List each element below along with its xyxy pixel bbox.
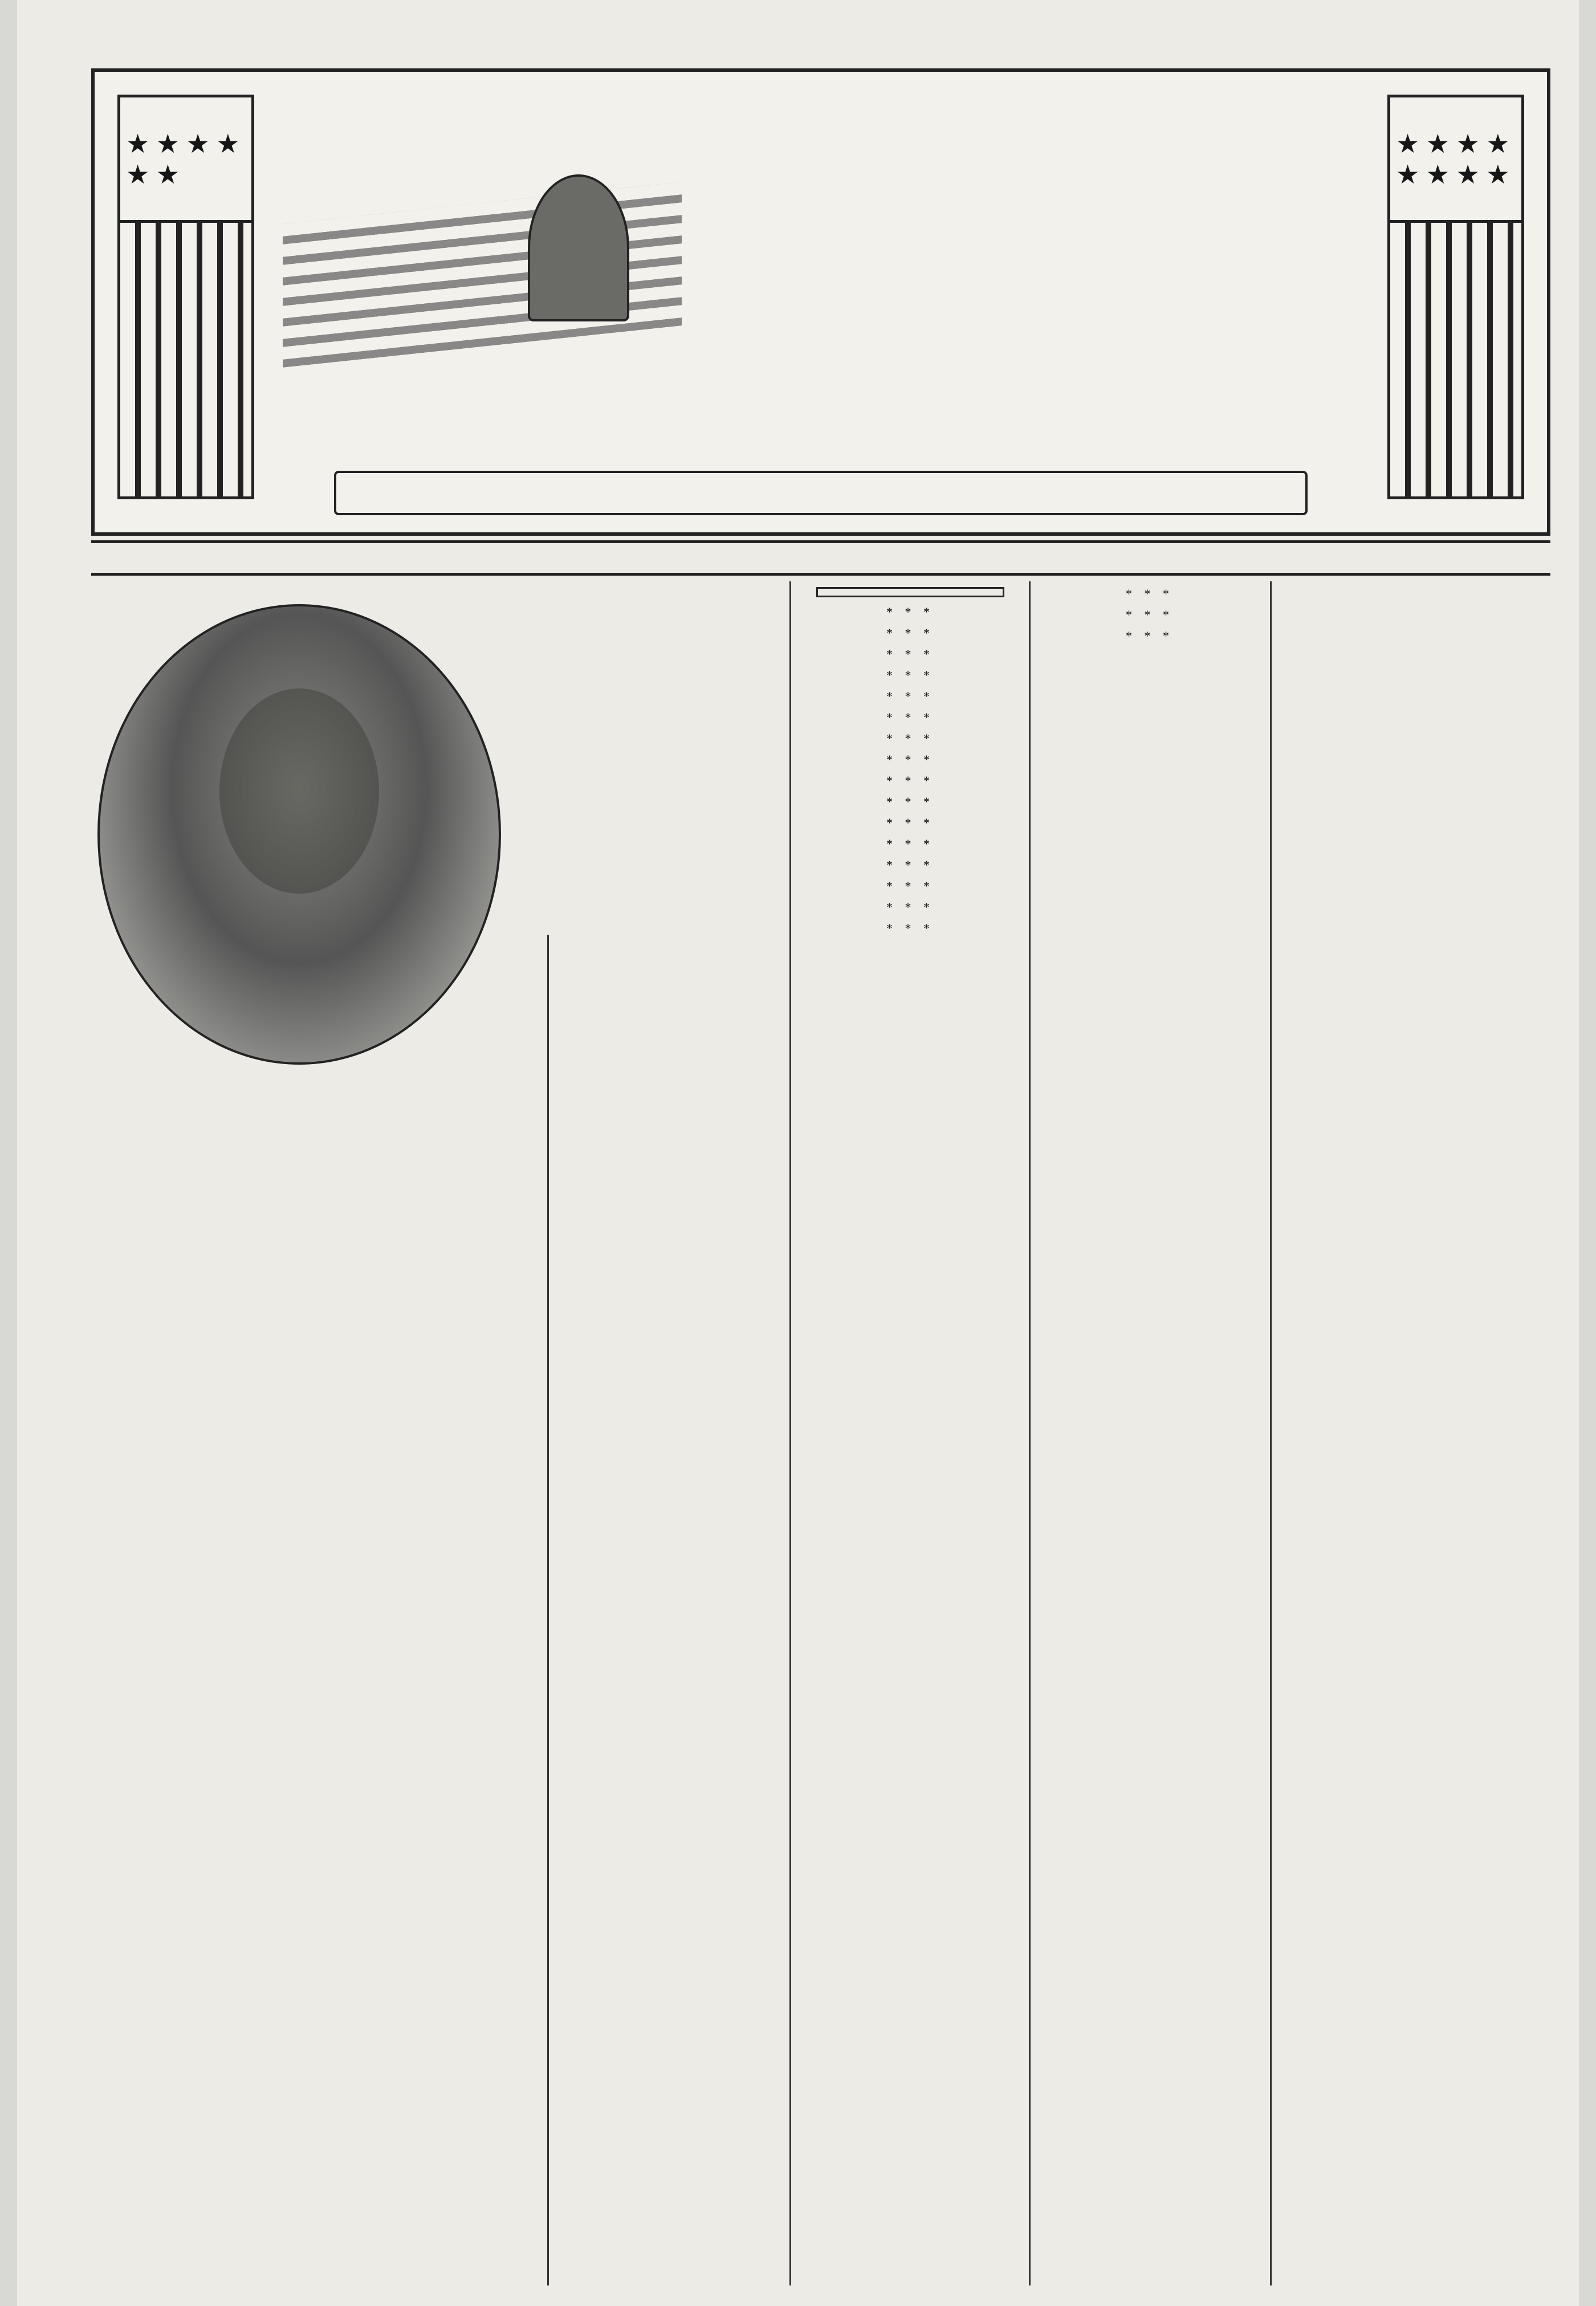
- column-rule: [547, 935, 549, 2285]
- separator: * * *: [886, 900, 934, 914]
- stillman-article: [63, 1117, 536, 1499]
- separator: * * *: [886, 626, 934, 640]
- column-4: [1039, 581, 1261, 2285]
- separator: * * *: [886, 710, 934, 724]
- separator: * * *: [886, 858, 934, 872]
- separator: * * *: [886, 879, 934, 893]
- column-rule: [789, 581, 791, 2285]
- stillman-portrait: [97, 604, 501, 1065]
- separator: * * *: [886, 689, 934, 703]
- lincoln-portrait-illustration: [528, 174, 629, 321]
- cream-city-headline: [816, 587, 1004, 597]
- separator: * * *: [886, 647, 934, 661]
- dateline-bottom-rule: [91, 573, 1550, 576]
- separator: * * *: [886, 816, 934, 830]
- stillman-continued: [559, 1117, 781, 1499]
- column-rule: [1270, 581, 1272, 2285]
- separator: * * *: [1126, 586, 1174, 601]
- separator: * * *: [886, 921, 934, 935]
- separator: * * *: [886, 605, 934, 619]
- newspaper-page: [17, 0, 1579, 2306]
- separator: * * *: [886, 837, 934, 851]
- business-league-article: [63, 1505, 536, 2285]
- right-shield-emblem: ★ ★ ★ ★ ★ ★ ★ ★: [1387, 95, 1524, 499]
- separator: * * *: [886, 795, 934, 809]
- column-rule: [1029, 581, 1031, 2285]
- masthead: [91, 68, 1550, 536]
- separator: * * *: [1126, 629, 1174, 643]
- masthead-ribbon: [334, 471, 1308, 515]
- cream-city-notes: [799, 581, 1021, 2285]
- separator: * * *: [886, 773, 934, 788]
- dateline-top-rule: [91, 540, 1550, 543]
- column-2-lower: [559, 1505, 781, 2285]
- left-shield-emblem: ★ ★ ★ ★ ★ ★: [117, 95, 254, 499]
- separator: * * *: [886, 752, 934, 767]
- separator: * * *: [886, 668, 934, 682]
- separator: * * *: [1126, 608, 1174, 622]
- portrait-caption-row: [63, 1083, 781, 1117]
- separator: * * *: [886, 731, 934, 745]
